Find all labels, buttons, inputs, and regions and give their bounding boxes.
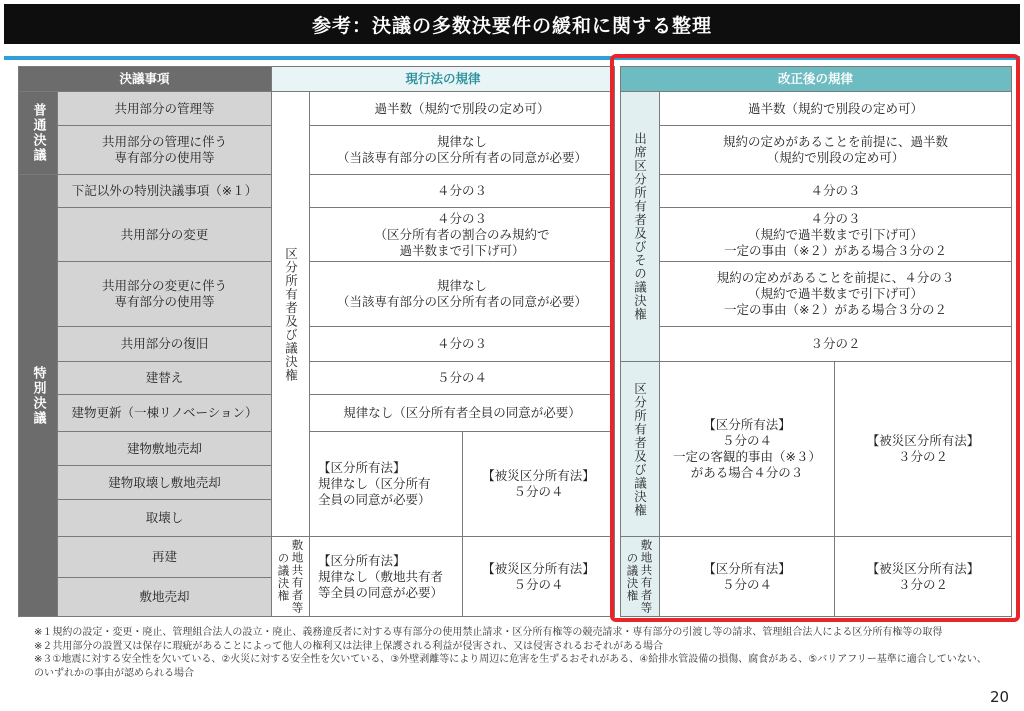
footnote-3: ※３①地震に対する安全性を欠いている、②火災に対する安全性を欠いている、③外壁剥離等により周辺に危害を生ずるおそれがある、④給排水管設備の損傷、腐食がある、⑤バリアフリー基準に適合していない、のいずれかの事由が認められる場合 — [34, 654, 987, 679]
current-value: 規律なし （当該専有部分の区分所有者の同意が必要） — [310, 126, 615, 175]
revised-group-a-right: 【被災区分所有法】 ３分の２ — [835, 362, 1012, 537]
item-row: 共用部分の変更に伴う 専有部分の使用等 — [58, 262, 272, 327]
current-group-b-left: 【区分所有法】 規律なし（敷地共有者 等全員の同意が必要） — [310, 537, 463, 617]
revised-value: 規約の定めがあることを前提に、過半数 （規約で別段の定め可） — [660, 126, 1012, 175]
revised-value: ４分の３ — [660, 175, 1012, 208]
header-matter: 決議事項 — [18, 66, 272, 92]
item-row: 取壊し — [58, 500, 272, 537]
current-value: ４分の３ — [310, 175, 615, 208]
current-group-a-left: 【区分所有法】 規律なし（区分所有 全員の同意が必要） — [310, 432, 463, 537]
page-number: 20 — [990, 688, 1010, 706]
revised-side-label-bot-text: 敷地共有者等の議決権 — [625, 539, 654, 614]
current-value: 規律なし（区分所有者全員の同意が必要） — [310, 395, 615, 432]
revised-side-label-top-text: 出席区分所有者及びその議決権 — [632, 132, 648, 321]
item-row: 敷地売却 — [58, 578, 272, 617]
current-value: 過半数（規約で別段の定め可） — [310, 92, 615, 126]
footnotes — [34, 626, 994, 680]
current-site-label — [272, 537, 310, 617]
category-ordinary: 普通決議 — [18, 92, 58, 175]
current-side-label-text: 区分所有者及び議決権 — [283, 246, 299, 382]
header-revised: 改正後の規律 — [620, 66, 1012, 92]
item-row: 建替え — [58, 362, 272, 395]
item-row: 共用部分の管理等 — [58, 92, 272, 126]
revised-group-b-left: 【区分所有法】 ５分の４ — [660, 537, 835, 617]
revised-value: ４分の３ （規約で過半数まで引下げ可） 一定の事由（※２）がある場合３分の２ — [660, 208, 1012, 262]
category-special: 特別決議 — [18, 175, 58, 617]
current-value: ４分の３ （区分所有者の割合のみ規約で 過半数まで引下げ可） — [310, 208, 615, 262]
slide-title: 参考：決議の多数決要件の緩和に関する整理 — [4, 4, 1020, 44]
item-row: 共用部分の管理に伴う 専有部分の使用等 — [58, 126, 272, 175]
revised-value: 規約の定めがあることを前提に、４分の３ （規約で過半数まで引下げ可） 一定の事由（※２）がある場合３分の２ — [660, 262, 1012, 327]
revised-group-b-right: 【被災区分所有法】 ３分の２ — [835, 537, 1012, 617]
current-side-label — [272, 92, 310, 537]
current-group-a-right: 【被災区分所有法】 ５分の４ — [463, 432, 615, 537]
revised-value: ３分の２ — [660, 327, 1012, 362]
item-row: 建物更新（一棟リノベーション） — [58, 395, 272, 432]
footnote-1: ※１規約の設定・変更・廃止、管理組合法人の設立・廃止、義務違反者に対する専有部分の使用禁止請求・区分所有権等の競売請求・専有部分の引渡し等の請求、管理組合法人による区分所有権等の取得 — [34, 627, 943, 638]
item-row: 共用部分の復旧 — [58, 327, 272, 362]
current-value: ５分の４ — [310, 362, 615, 395]
current-value: 規律なし （当該専有部分の区分所有者の同意が必要） — [310, 262, 615, 327]
footnote-2: ※２共用部分の設置又は保存に瑕疵があることによって他人の権利又は法律上保護される利益が侵害され、又は侵害されるおそれがある場合 — [34, 640, 663, 652]
current-site-label-text: 敷地共有者等の議決権 — [276, 539, 305, 614]
item-row: 建物敷地売却 — [58, 432, 272, 466]
revised-value: 過半数（規約で別段の定め可） — [660, 92, 1012, 126]
header-current: 現行法の規律 — [272, 66, 615, 92]
revised-highlight-box — [610, 54, 1020, 622]
revised-group-a-left: 【区分所有法】 ５分の４ 一定の客観的事由（※３） がある場合４分の３ — [660, 362, 835, 537]
item-row: 下記以外の特別決議事項（※１） — [58, 175, 272, 208]
revised-side-label-mid-text: 区分所有者及び議決権 — [632, 381, 648, 517]
item-row: 共用部分の変更 — [58, 208, 272, 262]
item-row: 建物取壊し敷地売却 — [58, 466, 272, 500]
current-group-b-right: 【被災区分所有法】 ５分の４ — [463, 537, 615, 617]
item-row: 再建 — [58, 537, 272, 578]
current-value: ４分の３ — [310, 327, 615, 362]
